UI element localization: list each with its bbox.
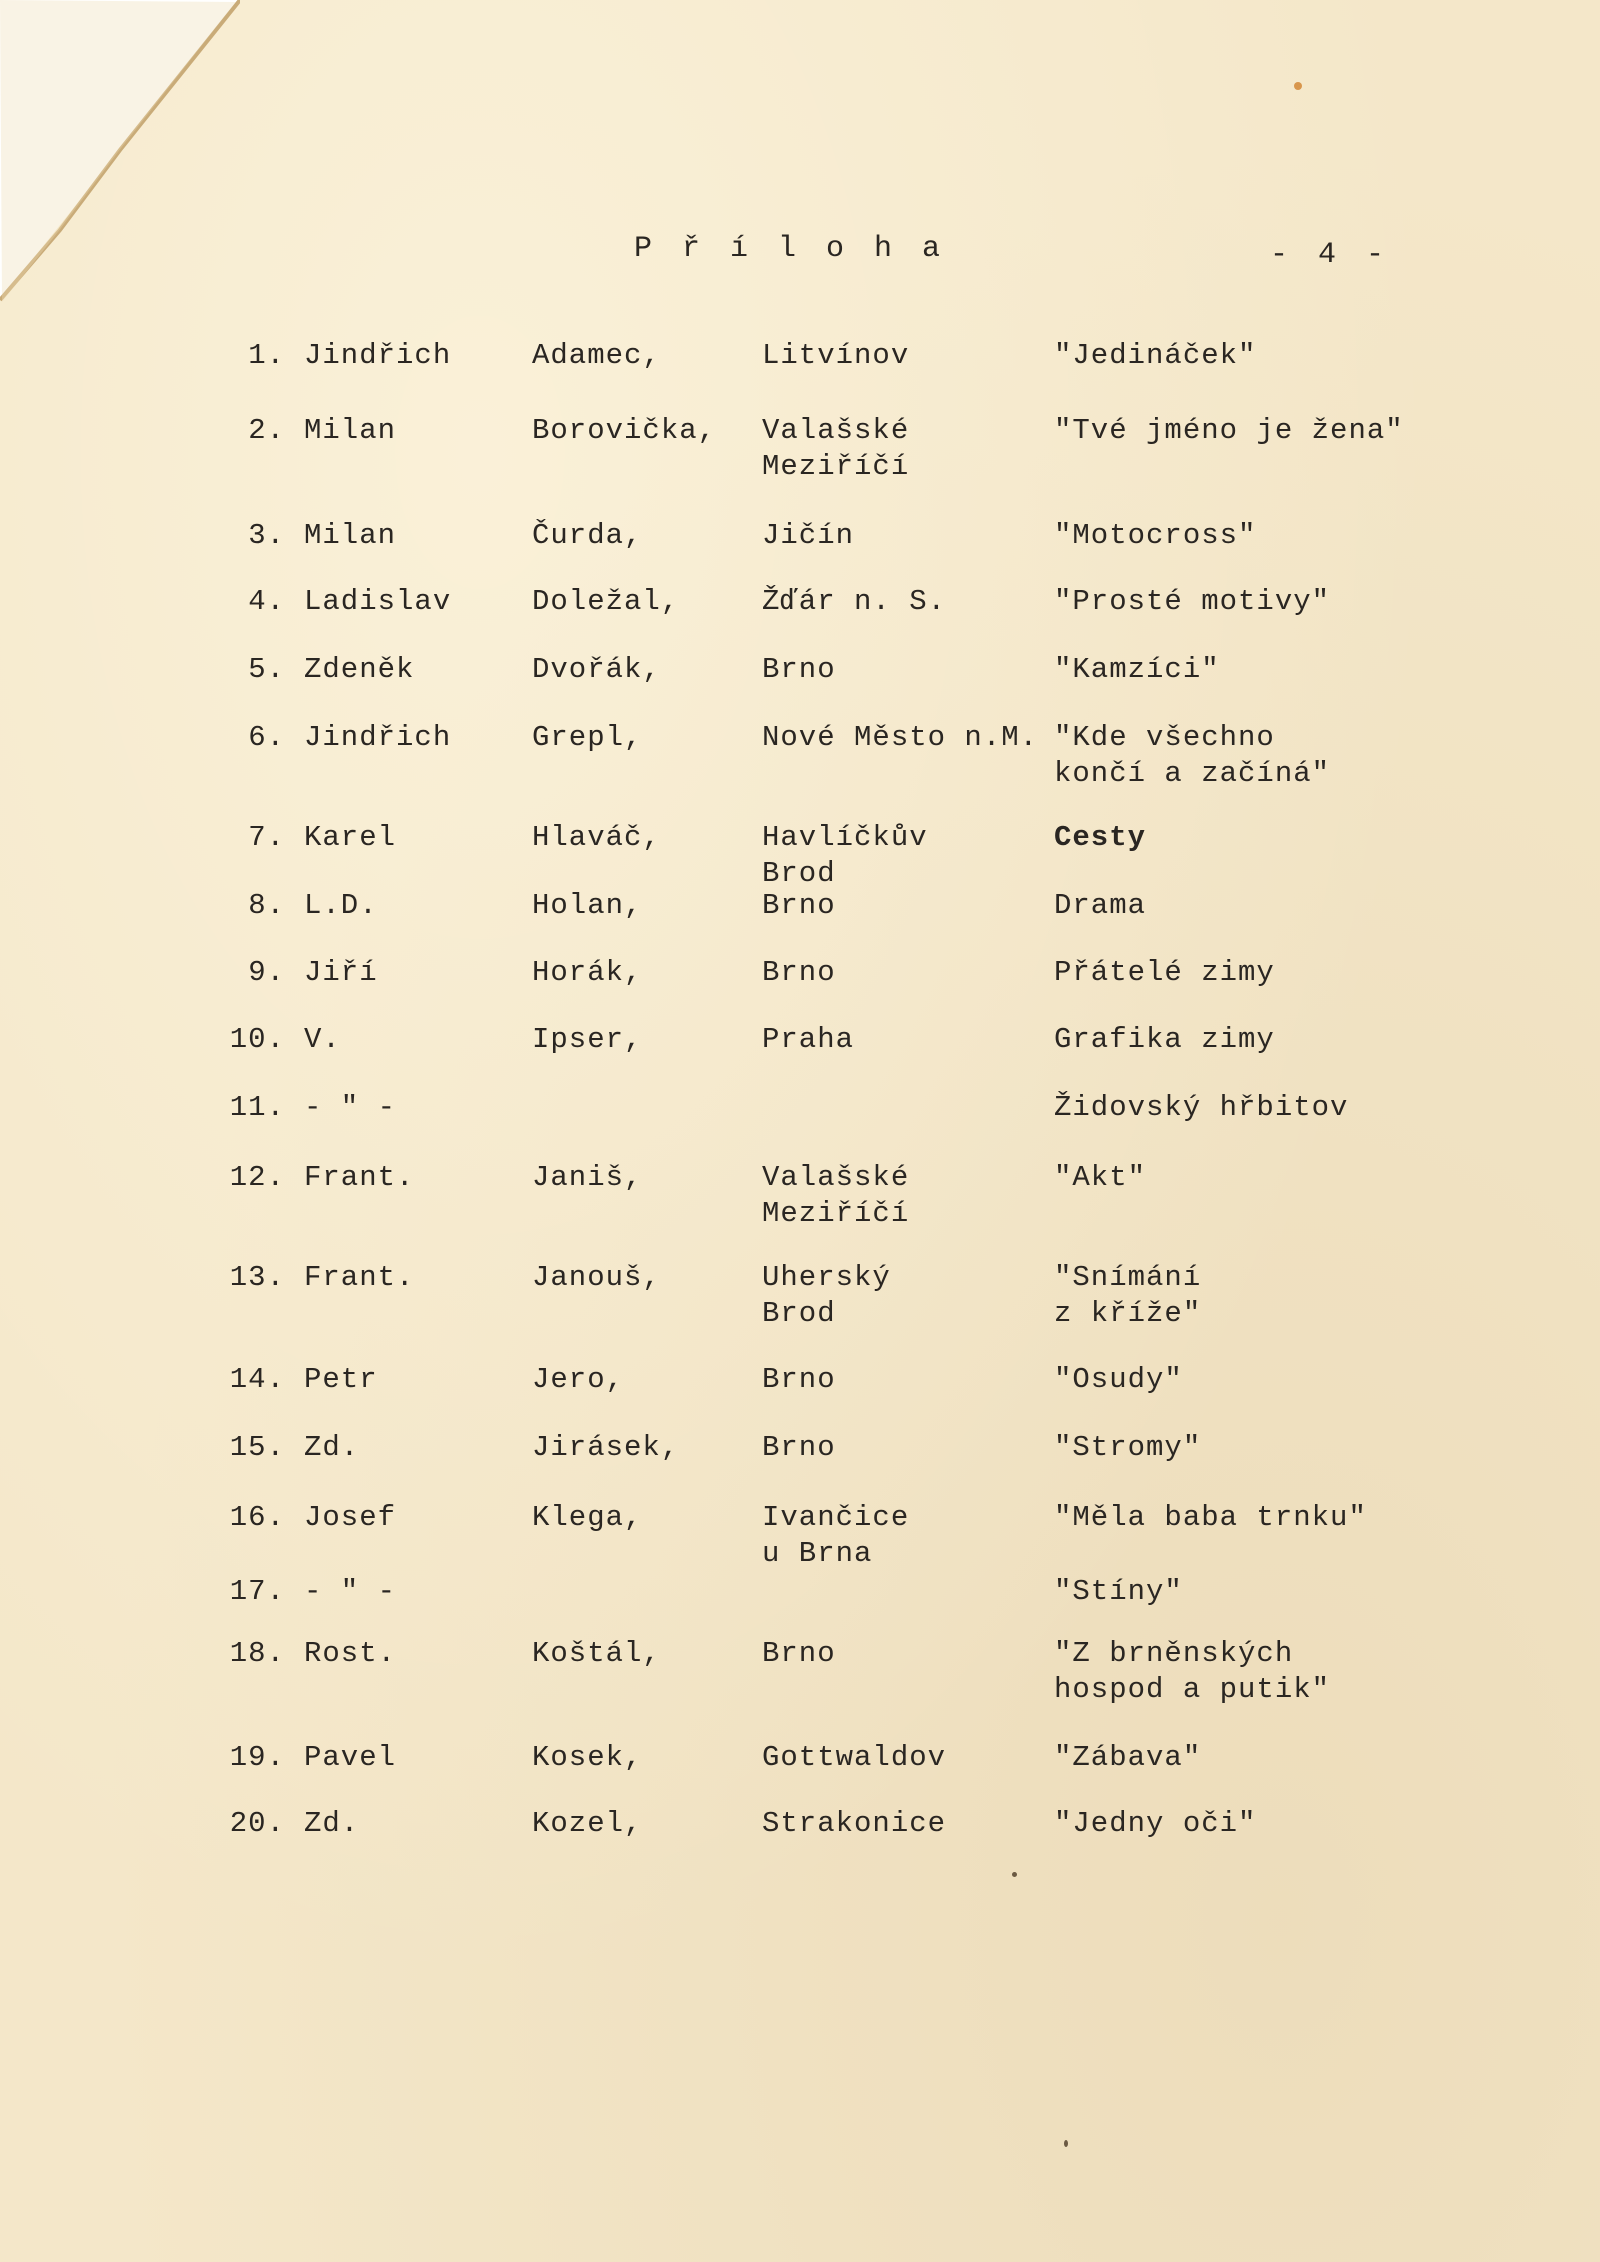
last-name: Grepl,: [532, 721, 643, 754]
place: Jičín: [762, 519, 855, 552]
work-title: Drama: [1054, 889, 1147, 922]
torn-corner: [0, 0, 240, 310]
first-name: Frant.: [304, 1261, 415, 1294]
entry-number: 11.: [229, 1091, 285, 1124]
first-name: Zdeněk: [304, 653, 415, 686]
last-name: Borovička,: [532, 414, 717, 447]
place: Valašské Meziříčí: [762, 414, 910, 483]
place: Brno: [762, 889, 836, 922]
list-item: [0, 338, 1600, 418]
work-title: "Z brněnských hospod a putik": [1054, 1637, 1331, 1706]
entry-number: 15.: [229, 1431, 285, 1464]
work-title: Cesty: [1054, 821, 1147, 854]
work-title: "Jedny oči": [1054, 1807, 1257, 1840]
last-name: Janiš,: [532, 1161, 643, 1194]
first-name: Jindřich: [304, 339, 452, 372]
entry-number: 3.: [248, 519, 285, 552]
work-title: "Akt": [1054, 1161, 1147, 1194]
first-name: Ladislav: [304, 585, 452, 618]
work-title: Grafika zimy: [1054, 1023, 1275, 1056]
work-title: "Motocross": [1054, 519, 1257, 552]
first-name: Josef: [304, 1501, 397, 1534]
paper-speck: [1294, 82, 1302, 90]
place: Praha: [762, 1023, 855, 1056]
entry-number: 14.: [229, 1363, 285, 1396]
last-name: Holan,: [532, 889, 643, 922]
work-title: Židovský hřbitov: [1054, 1091, 1349, 1124]
entry-number: 17.: [229, 1575, 285, 1608]
place: Ivančice u Brna: [762, 1501, 910, 1570]
list-item: [0, 413, 1600, 493]
place: Nové Město n.M.: [762, 721, 1039, 754]
last-name: Klega,: [532, 1501, 643, 1534]
list-item: [0, 1430, 1600, 1510]
place: Brno: [762, 1363, 836, 1396]
first-name: L.D.: [304, 889, 378, 922]
place: Litvínov: [762, 339, 910, 372]
work-title: "Prosté motivy": [1054, 585, 1331, 618]
first-name: Petr: [304, 1363, 378, 1396]
entry-number: 2.: [248, 414, 285, 447]
page-number: - 4 -: [1270, 238, 1391, 272]
first-name: Pavel: [304, 1741, 397, 1774]
first-name: Zd.: [304, 1807, 360, 1840]
first-name: Jindřich: [304, 721, 452, 754]
work-title: "Jedináček": [1054, 339, 1257, 372]
work-title: "Zábava": [1054, 1741, 1202, 1774]
list-item: [0, 1160, 1600, 1240]
place: Brno: [762, 653, 836, 686]
last-name: Jirásek,: [532, 1431, 680, 1464]
place: Havlíčkův Brod: [762, 821, 928, 890]
place: Strakonice: [762, 1807, 947, 1840]
first-name: V.: [304, 1023, 341, 1056]
last-name: Ipser,: [532, 1023, 643, 1056]
work-title: "Kde všechno končí a začíná": [1054, 721, 1331, 790]
last-name: Doležal,: [532, 585, 680, 618]
last-name: Koštál,: [532, 1637, 661, 1670]
entry-number: 6.: [248, 721, 285, 754]
entry-number: 4.: [248, 585, 285, 618]
work-title: "Měla baba trnku": [1054, 1501, 1367, 1534]
appendix-heading: Příloha: [634, 232, 971, 266]
first-name: Milan: [304, 519, 397, 552]
entry-number: 7.: [248, 821, 285, 854]
place: Uherský Brod: [762, 1261, 891, 1330]
first-name: - " -: [304, 1575, 397, 1608]
entry-number: 8.: [248, 889, 285, 922]
place: Brno: [762, 1637, 836, 1670]
list-item: [0, 1500, 1600, 1580]
place: Gottwaldov: [762, 1741, 947, 1774]
last-name: Adamec,: [532, 339, 661, 372]
work-title: "Kamzíci": [1054, 653, 1220, 686]
first-name: Rost.: [304, 1637, 397, 1670]
first-name: Milan: [304, 414, 397, 447]
entry-number: 9.: [248, 956, 285, 989]
first-name: Zd.: [304, 1431, 360, 1464]
entry-number: 19.: [229, 1741, 285, 1774]
work-title: "Stromy": [1054, 1431, 1202, 1464]
place: Brno: [762, 956, 836, 989]
list-item: [0, 1636, 1600, 1716]
last-name: Hlaváč,: [532, 821, 661, 854]
last-name: Čurda,: [532, 519, 643, 552]
work-title: Přátelé zimy: [1054, 956, 1275, 989]
entry-number: 16.: [229, 1501, 285, 1534]
work-title: "Stíny": [1054, 1575, 1183, 1608]
work-title: "Snímání z kříže": [1054, 1261, 1202, 1330]
paper-speck: [1064, 2140, 1068, 2147]
last-name: Dvořák,: [532, 653, 661, 686]
entry-number: 13.: [229, 1261, 285, 1294]
first-name: Karel: [304, 821, 397, 854]
entry-number: 10.: [229, 1023, 285, 1056]
list-item: [0, 1260, 1600, 1340]
first-name: Frant.: [304, 1161, 415, 1194]
entry-number: 12.: [229, 1161, 285, 1194]
entry-number: 18.: [229, 1637, 285, 1670]
list-item: [0, 1090, 1600, 1170]
last-name: Kosek,: [532, 1741, 643, 1774]
entry-number: 20.: [229, 1807, 285, 1840]
last-name: Kozel,: [532, 1807, 643, 1840]
entry-number: 1.: [248, 339, 285, 372]
place: Valašské Meziříčí: [762, 1161, 910, 1230]
work-title: "Tvé jméno je žena": [1054, 414, 1404, 447]
place: Brno: [762, 1431, 836, 1464]
entry-number: 5.: [248, 653, 285, 686]
work-title: "Osudy": [1054, 1363, 1183, 1396]
first-name: Jiří: [304, 956, 378, 989]
list-item: [0, 720, 1600, 800]
paper-speck: [1012, 1872, 1017, 1877]
first-name: - " -: [304, 1091, 397, 1124]
place: Žďár n. S.: [762, 585, 947, 618]
list-item: [0, 1806, 1600, 1886]
last-name: Janouš,: [532, 1261, 661, 1294]
last-name: Jero,: [532, 1363, 625, 1396]
last-name: Horák,: [532, 956, 643, 989]
